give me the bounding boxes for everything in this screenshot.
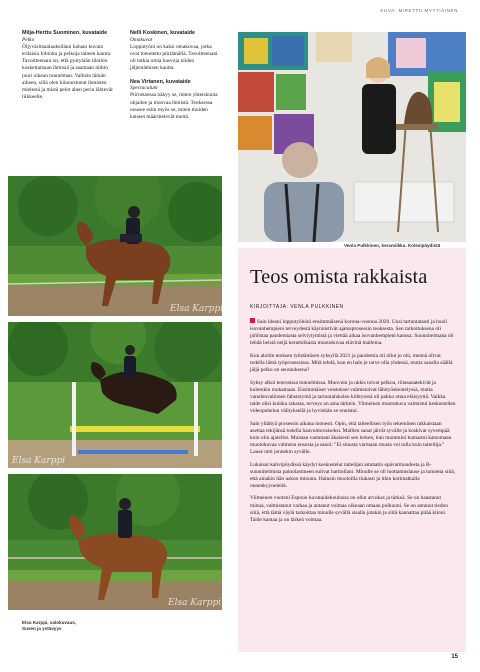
bio-text: Lopputyöni on kaksi omakuvaa, jotka ovat toteutettu piirtämällä. Tavoitteenani oli tutkia omia kasvoja niiden jäljentämisen kautta. <box>130 43 218 72</box>
bio-work-title: Omakuvat <box>130 36 153 43</box>
article-paragraph: Lukaisut kahvipöydissä käydyt keskustelut taiteiljan ammatin epävarmuudesta ja B-suunnitelmista painolastineen sulivat hartioilani. Minulle se oli luottamuslause ja tunnetta siitä, että ainakin hän uskoo minuun. Halusin muotoilla tiukasti ja itkin kotimatkalla onnenkyyneleitä. <box>250 461 456 489</box>
horse-photo-jump-approach <box>8 176 222 316</box>
paragraph-marker <box>250 318 255 323</box>
bio-text: Piirroksessa näkyy se, miten yhteiskunta ohjailee ja muovaa ihmistä. Teoksessa nousee esiin myös se, miten muiden katseet määrittelevät meitä. <box>130 92 218 121</box>
horse-photo-jumping <box>8 322 222 468</box>
bio-name: Nelli Koskinen, kuvataide <box>130 30 196 36</box>
bio-work-title: Spectaculum <box>130 85 158 92</box>
photo-credit-header: KUVA: MIRETTU MYYTIÄINEN <box>380 8 458 13</box>
studio-photo-caption: Venla Pulkkinen, keramiikka. Kolesipäydistä <box>344 243 441 248</box>
studio-photo <box>238 32 466 242</box>
bio-column-2 <box>130 30 222 127</box>
bio-name: Nea Virtanen, kuvataide <box>130 78 191 85</box>
article-title: Teos omista rakkaista <box>250 266 428 288</box>
article-paragraph: Viimeinen vuoteni Espoon kuvataidekoulussa on ollut arvokas ja tärkeä. Se on haastanut minua, valmistanut varhaa ja antanut voimaa oikeaan omaan polkuuni. Se on antanut tiedon siitä, että tämä väylä tarkoittaa minulle syvällä sisalla jotakin ja siitä kannattaa pitää kiinni. Taide kantaa ja on tärkeä voimaa. <box>250 495 448 523</box>
article-byline: KIRJOITTAJA: VENLA PULKKINEN <box>250 304 344 310</box>
caption-author: Elsa Karppi, valokuvaus, <box>22 620 77 625</box>
page-number: 15 <box>451 654 458 660</box>
photo-watermark: Elsa Karppi <box>12 456 66 466</box>
bio-name: Milja-Herttu Suominen, kuvataide <box>22 30 108 36</box>
article-paragraph: Sain ideani lopputyöhöni ensimmäisenä korona-vuonna 2020. Uusi tartuntatauti ja huoli isovanhempieni terveydestä käynnistivät ajatusprosessin teoksesta. Sen tarkoituksena oli juhlistaa pandemiasta selviytymistä ja viettää aikaa isovanhempieni kanssa. Suunnitelmana oli tehdä heistä neljä keramiikasta muotokuvaa elävinä malleina. <box>250 319 454 347</box>
photo-watermark: Elsa Karppi <box>168 598 222 608</box>
bio-work-title: Pelko <box>22 36 35 43</box>
article-paragraph: Syksy alkoi tenrosissa tunnelmissa. Muovuin ja ukkis toivat pelkoa, riitasanatekivät ja kuitenkin mukamaan. Ensimmäiset veistokset valmistuivat lähityöskentelyssä, mutta vanulenvalinnen fabstotymä ja tartuntaluksleo kiihtyessä oli pakko ottaa etäisyyttä. Vaikka taide olisi kuinka rakasta, terveys on aina tärkein. Viimeinen muotokuva valmistui keskustellen videopuhelun välityksellä ja hyvinhän se onnistui. <box>250 379 456 415</box>
horse-photos-caption <box>22 620 76 632</box>
horse-photo-portrait <box>8 474 222 610</box>
bio-column-1 <box>22 30 114 107</box>
article-paragraph: Kun aloitin teoksen työstämisen syksyllä 2021 ja pandemia oli ollut jo ohi, mennä olivat todella lämä työprosessissa. Mitä tehdä, kun en halu je tarve olla yhdessä, mutta sanalla säällä jäljä pelko on seurauksena? <box>250 352 453 374</box>
bio-text: Öljyvärimaalauksillani haluan kuvata erilaisia fobioita ja pelkoja taiteen kautta. Tavoitteenani on, että pystytään tiloihin koskettamaan ihmisiä ja saamaan niihin juuri oikean tunnelman. Valitsin tämän aiheen, sillä olen kiinnostunut ihmisten mielestä ja mistä pelot ahen perin lähtevät liikkeelle. <box>22 43 113 101</box>
photo-watermark: Elsa Karppi <box>170 304 224 314</box>
caption-work-title: Suven ja ystävyys <box>22 626 62 631</box>
article-body <box>250 318 456 529</box>
article-paragraph: Sain yllättyä prosessin aikana monesti. Opin, että taiteellisen työn tekeminen rakkaistaan asettaa tekijänsä todella haavoittuvaiseksi. Mallien sanat jäivät syvälle ja koskivat syvempää kuin olin ajatellut. Muistan vammani äkaisesti sen lerken, kun mummini kumartui katsomaan muotokuvaa valmista ensosta ja sanoi: "Ei sinusta varmaan musta voi tulla kuin taiteilija." Lause omi jonnekin syvälle. <box>250 420 452 455</box>
